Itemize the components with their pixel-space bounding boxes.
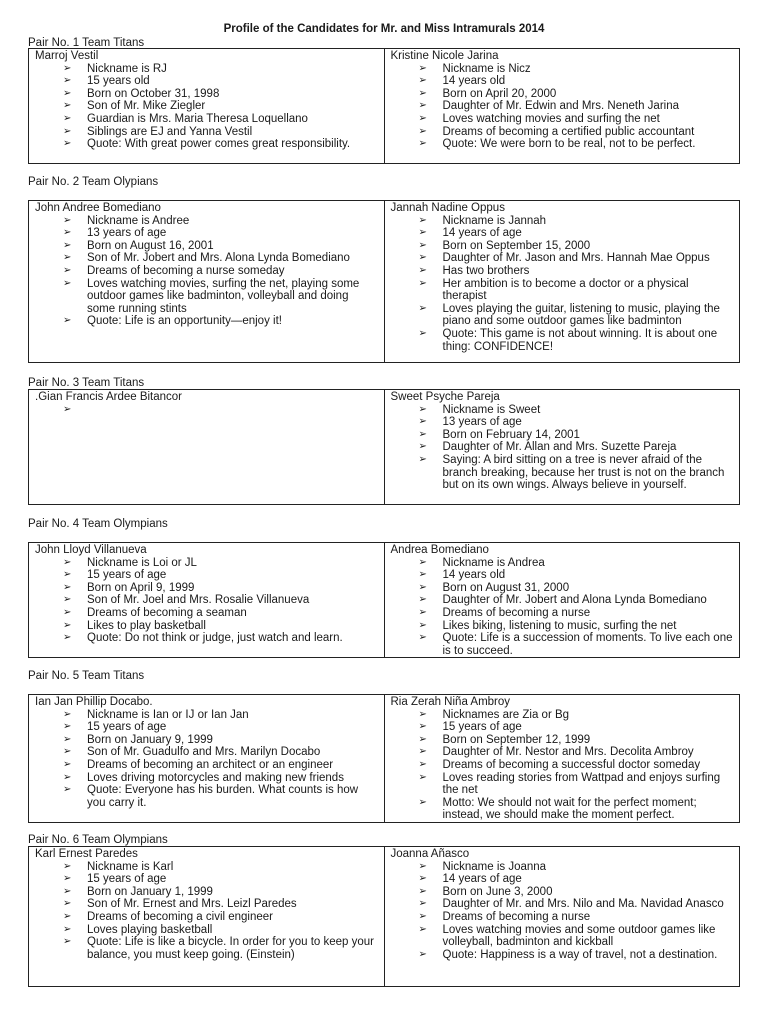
pair-table bbox=[28, 48, 740, 164]
profile-item: ➢ Quote: We were born to be real, not to be perfect. bbox=[419, 138, 734, 151]
profile-list bbox=[391, 215, 734, 354]
profile-item: ➢ Nickname is RJ bbox=[63, 63, 378, 76]
profile-item: ➢ Dreams of becoming an architect or an engineer bbox=[63, 759, 378, 772]
profile-item: ➢ Quote: Life is like a bicycle. In order for you to keep your balance, you must keep going. (Einstein) bbox=[63, 936, 378, 961]
profile-item: ➢ 14 years old bbox=[419, 75, 734, 88]
candidate-left bbox=[29, 390, 385, 505]
profile-item: ➢ Son of Mr. Joel and Mrs. Rosalie Villanueva bbox=[63, 594, 378, 607]
candidate-right bbox=[384, 543, 740, 658]
pair-table bbox=[28, 694, 740, 823]
profile-item: ➢ Son of Mr. Guadulfo and Mrs. Marilyn Docabo bbox=[63, 746, 378, 759]
profile-list bbox=[391, 861, 734, 962]
pair-label: Pair No. 4 Team Olympians bbox=[28, 518, 168, 530]
profile-item: ➢ Daughter of Mr. Edwin and Mrs. Neneth Jarina bbox=[419, 100, 734, 113]
profile-item: ➢ Motto: We should not wait for the perfect moment; instead, we should make the moment perfect. bbox=[419, 797, 734, 822]
profile-item: ➢ Nickname is Joanna bbox=[419, 861, 734, 874]
profile-list bbox=[391, 709, 734, 822]
profile-item: ➢ Has two brothers bbox=[419, 265, 734, 278]
profile-item: ➢ Loves watching movies and surfing the net bbox=[419, 113, 734, 126]
candidate-name: Kristine Nicole Jarina bbox=[390, 50, 499, 62]
candidate-left bbox=[29, 847, 385, 987]
profile-item: ➢ Daughter of Mr. and Mrs. Nilo and Ma. Navidad Anasco bbox=[419, 898, 734, 911]
profile-item: ➢ Likes to play basketball bbox=[63, 620, 378, 633]
profile-list bbox=[35, 557, 378, 645]
profile-item: ➢ Daughter of Mr. Jason and Mrs. Hannah Mae Oppus bbox=[419, 252, 734, 265]
profile-item: ➢ Saying: A bird sitting on a tree is never afraid of the branch breaking, because her trust is not on the branch but on its own wings. Always believe in yourself. bbox=[419, 454, 734, 492]
pair-label: Pair No. 2 Team Olypians bbox=[28, 176, 159, 188]
candidate-left bbox=[29, 695, 385, 823]
profile-item: ➢ 15 years of age bbox=[63, 721, 378, 734]
candidate-right bbox=[384, 201, 740, 363]
candidate-left bbox=[29, 543, 385, 658]
candidate-left bbox=[29, 49, 385, 164]
profile-item: ➢ Born on January 9, 1999 bbox=[63, 734, 378, 747]
profile-item: ➢ Quote: Life is an opportunity—enjoy it! bbox=[63, 315, 378, 328]
candidate-right bbox=[384, 390, 740, 505]
profile-item: ➢ Quote: This game is not about winning. It is about one thing: CONFIDENCE! bbox=[419, 328, 734, 353]
candidate-name: Jannah Nadine Oppus bbox=[390, 202, 505, 214]
profile-item: ➢ Nickname is Jannah bbox=[419, 215, 734, 228]
profile-item: ➢ Nickname is Andree bbox=[63, 215, 378, 228]
profile-item: ➢ Quote: With great power comes great responsibility. bbox=[63, 138, 378, 151]
profile-item: ➢ Loves reading stories from Wattpad and enjoys surfing the net bbox=[419, 772, 734, 797]
profile-item: ➢ Nickname is Karl bbox=[63, 861, 378, 874]
candidate-right bbox=[384, 49, 740, 164]
candidate-right bbox=[384, 847, 740, 987]
pair-label: Pair No. 3 Team Titans bbox=[28, 377, 145, 389]
candidate-name: John Andree Bomediano bbox=[35, 202, 161, 214]
profile-item: ➢ 15 years old bbox=[63, 75, 378, 88]
pair-label: Pair No. 5 Team Titans bbox=[28, 670, 145, 682]
candidate-name: Andrea Bomediano bbox=[390, 544, 489, 556]
candidate-name: .Gian Francis Ardee Bitancor bbox=[35, 391, 183, 403]
candidate-right bbox=[384, 695, 740, 823]
profile-item: ➢ 14 years old bbox=[419, 569, 734, 582]
pair-table bbox=[28, 542, 740, 658]
profile-list bbox=[391, 557, 734, 658]
profile-item: ➢ Dreams of becoming a nurse someday bbox=[63, 265, 378, 278]
pair-table bbox=[28, 389, 740, 505]
pair-label: Pair No. 6 Team Olympians bbox=[28, 834, 168, 846]
candidate-name: Joanna Añasco bbox=[390, 848, 470, 860]
profile-item: ➢ 13 years of age bbox=[63, 227, 378, 240]
profile-item: ➢ Nickname is Nicz bbox=[419, 63, 734, 76]
profile-item: ➢ Likes biking, listening to music, surfing the net bbox=[419, 620, 734, 633]
profile-item: ➢ Quote: Happiness is a way of travel, not a destination. bbox=[419, 949, 734, 962]
profile-item: ➢ 14 years of age bbox=[419, 873, 734, 886]
profile-item: ➢ Daughter of Mr. Allan and Mrs. Suzette Pareja bbox=[419, 441, 734, 454]
profile-item: ➢ Nickname is Sweet bbox=[419, 404, 734, 417]
profile-item: ➢ 15 years of age bbox=[63, 873, 378, 886]
profile-item: ➢ Nickname is Andrea bbox=[419, 557, 734, 570]
profile-item: ➢ Dreams of becoming a nurse bbox=[419, 911, 734, 924]
profile-item: ➢ Born on February 14, 2001 bbox=[419, 429, 734, 442]
profile-item: ➢ Born on August 16, 2001 bbox=[63, 240, 378, 253]
profile-item: ➢ 15 years of age bbox=[63, 569, 378, 582]
document-title: Profile of the Candidates for Mr. and Miss Intramurals 2014 bbox=[223, 23, 545, 35]
profile-list bbox=[391, 63, 734, 151]
profile-item: ➢ Guardian is Mrs. Maria Theresa Loquellano bbox=[63, 113, 378, 126]
pair-table bbox=[28, 846, 740, 987]
profile-item: ➢ Born on June 3, 2000 bbox=[419, 886, 734, 899]
candidate-name: John Lloyd Villanueva bbox=[35, 544, 147, 556]
candidate-left bbox=[29, 201, 385, 363]
profile-item: ➢ Born on April 20, 2000 bbox=[419, 88, 734, 101]
profile-item: ➢ Dreams of becoming a successful doctor someday bbox=[419, 759, 734, 772]
profile-item: ➢ Nicknames are Zia or Bg bbox=[419, 709, 734, 722]
profile-item: ➢ Dreams of becoming a civil engineer bbox=[63, 911, 378, 924]
profile-item: ➢ Daughter of Mr. Nestor and Mrs. Decolita Ambroy bbox=[419, 746, 734, 759]
profile-item: ➢ Son of Mr. Jobert and Mrs. Alona Lynda Bomediano bbox=[63, 252, 378, 265]
profile-item: ➢ Born on October 31, 1998 bbox=[63, 88, 378, 101]
profile-item: ➢ Daughter of Mr. Jobert and Alona Lynda Bomediano bbox=[419, 594, 734, 607]
profile-item: ➢ Son of Mr. Mike Ziegler bbox=[63, 100, 378, 113]
profile-item: ➢ Born on April 9, 1999 bbox=[63, 582, 378, 595]
profile-item: ➢ Nickname is Ian or IJ or Ian Jan bbox=[63, 709, 378, 722]
profile-item: ➢ Loves driving motorcycles and making new friends bbox=[63, 772, 378, 785]
profile-item: ➢ Born on August 31, 2000 bbox=[419, 582, 734, 595]
profile-list bbox=[35, 63, 378, 151]
profile-list bbox=[35, 215, 378, 328]
profile-item: ➢ Loves playing basketball bbox=[63, 924, 378, 937]
pair-table bbox=[28, 200, 740, 363]
profile-item: ➢ Quote: Life is a succession of moments. To live each one is to succeed. bbox=[419, 632, 734, 657]
profile-item: ➢ 14 years of age bbox=[419, 227, 734, 240]
candidate-name: Ian Jan Phillip Docabo. bbox=[35, 696, 153, 708]
profile-item: ➢ Her ambition is to become a doctor or a physical therapist bbox=[419, 278, 734, 303]
profile-item: ➢ Born on January 1, 1999 bbox=[63, 886, 378, 899]
profile-item: ➢ Dreams of becoming a certified public accountant bbox=[419, 126, 734, 139]
profile-list bbox=[35, 709, 378, 810]
profile-item: ➢ Born on September 12, 1999 bbox=[419, 734, 734, 747]
candidate-name: Ria Zerah Niña Ambroy bbox=[390, 696, 511, 708]
profile-item: ➢ Quote: Do not think or judge, just watch and learn. bbox=[63, 632, 378, 645]
candidate-name: Sweet Psyche Pareja bbox=[390, 391, 500, 403]
profile-item: ➢ Nickname is Loi or JL bbox=[63, 557, 378, 570]
profile-item: ➢ 13 years of age bbox=[419, 416, 734, 429]
profile-item: ➢ Loves playing the guitar, listening to music, playing the piano and some outdoor games like badminton bbox=[419, 303, 734, 328]
profile-list bbox=[35, 861, 378, 962]
profile-item: ➢ Born on September 15, 2000 bbox=[419, 240, 734, 253]
profile-item: ➢ Son of Mr. Ernest and Mrs. Leizl Paredes bbox=[63, 898, 378, 911]
profile-item: ➢ Siblings are EJ and Yanna Vestil bbox=[63, 126, 378, 139]
profile-item: ➢ Quote: Everyone has his burden. What counts is how you carry it. bbox=[63, 784, 378, 809]
profile-item: ➢ Loves watching movies, surfing the net, playing some outdoor games like badminton, volleyball and doing some running stints bbox=[63, 278, 378, 316]
profile-item: ➢ Dreams of becoming a seaman bbox=[63, 607, 378, 620]
profile-item: ➢ Dreams of becoming a nurse bbox=[419, 607, 734, 620]
pair-label: Pair No. 1 Team Titans bbox=[28, 37, 145, 49]
profile-list bbox=[391, 404, 734, 492]
candidate-name: Marroj Vestil bbox=[35, 50, 99, 62]
profile-item: ➢ 15 years of age bbox=[419, 721, 734, 734]
candidate-name: Karl Ernest Paredes bbox=[35, 848, 138, 860]
profile-item: ➢ Loves watching movies and some outdoor games like volleyball, badminton and kickball bbox=[419, 924, 734, 949]
